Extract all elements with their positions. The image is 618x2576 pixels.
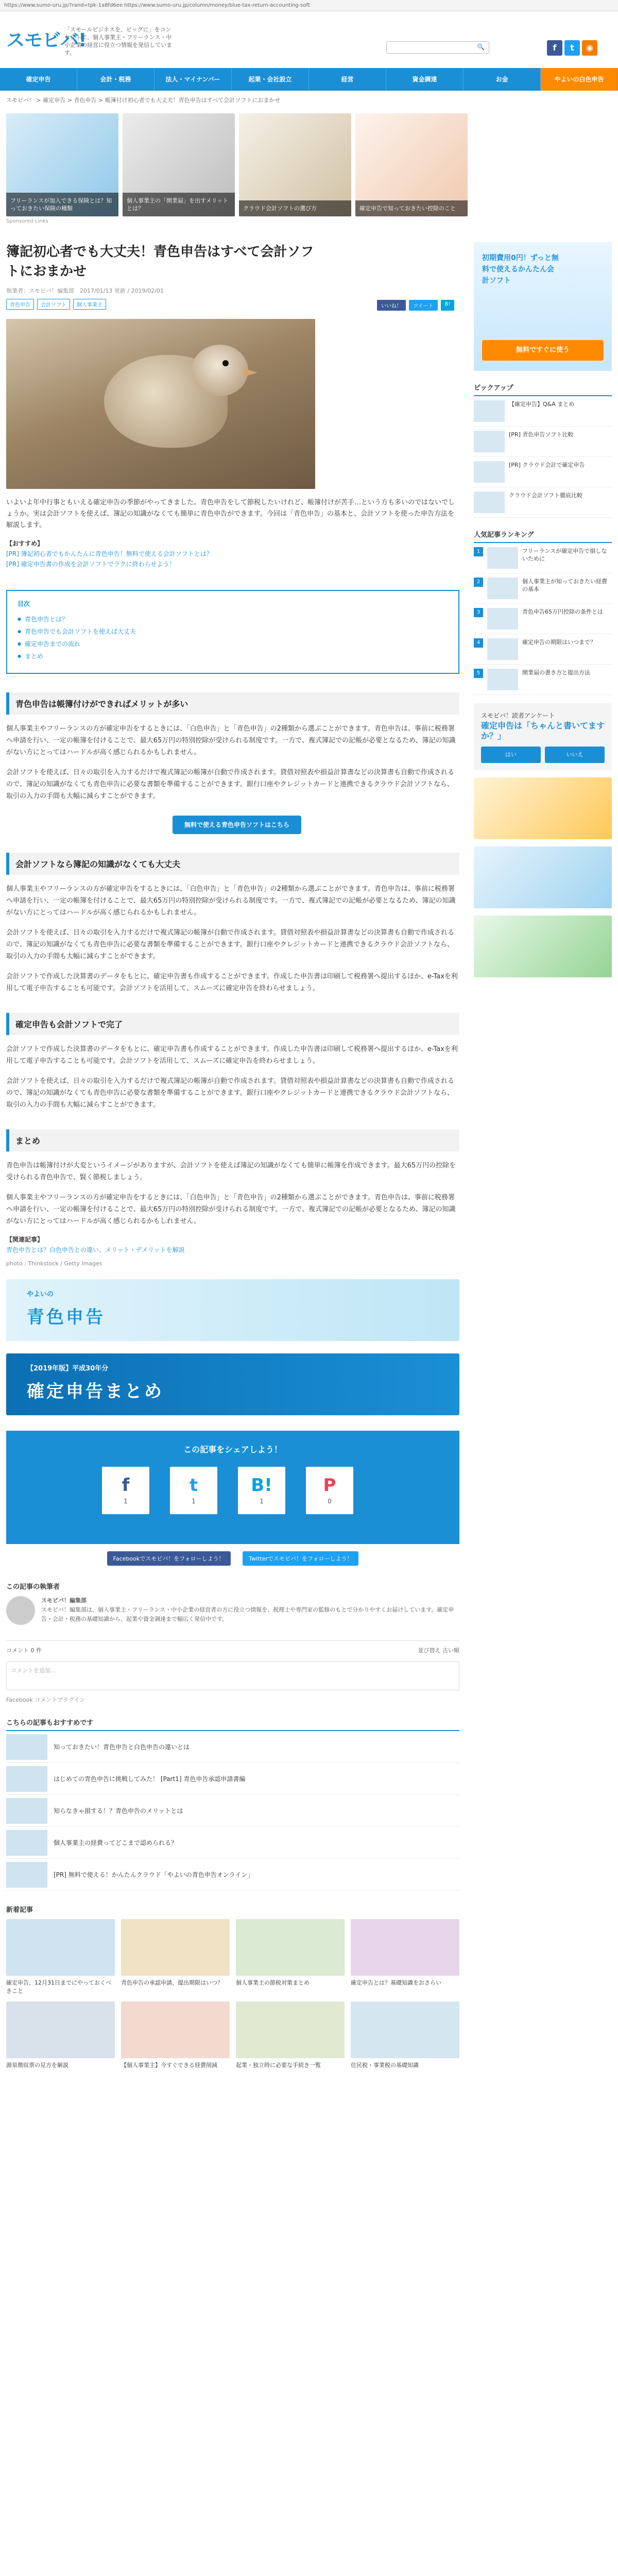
site-tagline: 「スモールビジネスを、ビッグに」をコンセプトに、個人事業主・フリーランス・中小企業の経営に役立つ情報を発信しています。 xyxy=(64,26,172,56)
card-image xyxy=(121,2002,230,2058)
related-link[interactable]: 青色申告とは？白色申告との違い、メリット・デメリットを解説 xyxy=(6,1246,185,1253)
facebook-icon[interactable]: f xyxy=(547,40,562,56)
share-count: 1 xyxy=(124,1498,128,1505)
related-title: [PR] 無料で使える！かんたんクラウド「やよいの青色申告オンライン」 xyxy=(54,1871,254,1878)
article-card[interactable] xyxy=(6,2002,115,2070)
pr-link[interactable]: [PR] 簿記初心者でもかんたんに青色申告！無料で使える会計ソフトとは？ xyxy=(6,550,213,557)
ranking-heading: 人気記事ランキング xyxy=(474,529,612,543)
photo-credit: photo : Thinkstock / Getty Images xyxy=(6,1260,102,1267)
article-card[interactable] xyxy=(351,2002,459,2070)
ranking-item[interactable] xyxy=(474,573,612,604)
tax-return-ad[interactable] xyxy=(6,1353,459,1415)
browser-url-bar[interactable]: https://www.sumo-uru.jp/?rand=tpk-1a8fd6ee https://www.sumo-uru.jp/column/money/blue-tax-return-accounting-soft xyxy=(0,0,618,11)
article-card[interactable] xyxy=(121,2002,230,2070)
writer-bio: スモビバ！編集部は、個人事業主・フリーランス・中小企業の経営者の方に役立つ情報を、税理士や専門家の監修のもとで分かりやすくお届けしています。確定申告・会計・税務の基礎知識から、起業や資金調達まで幅広く発信中です。 xyxy=(41,1606,454,1622)
related-thumbnail xyxy=(6,1862,47,1888)
comment-count: コメント 0 件 xyxy=(6,1647,42,1654)
hatena-icon: B! xyxy=(251,1475,272,1496)
promo-caption: 個人事業主の「開業届」を出すメリットとは？ xyxy=(123,193,235,216)
ad-big-text: 確定申告まとめ xyxy=(27,1381,164,1402)
related-item[interactable] xyxy=(6,1795,459,1827)
ranking-title: フリーランスが確定申告で損しないために xyxy=(522,548,607,562)
related-item[interactable] xyxy=(6,1827,459,1859)
blue-return-ad[interactable] xyxy=(6,1279,459,1341)
share-count: 1 xyxy=(260,1498,264,1505)
facebook-share-button[interactable] xyxy=(102,1467,149,1514)
related-articles xyxy=(6,1717,459,1891)
article-main xyxy=(6,242,468,2070)
card-image xyxy=(351,2002,459,2058)
ad-small-text: やよいの xyxy=(27,1291,54,1298)
article-card[interactable] xyxy=(351,1919,459,1995)
tweet-button[interactable]: ツイート xyxy=(409,300,438,311)
promo-card[interactable] xyxy=(239,113,351,216)
nav-item[interactable]: 資金調達 xyxy=(386,68,464,91)
ranking-thumbnail xyxy=(487,578,518,599)
ranking-item[interactable] xyxy=(474,634,612,665)
ranking-thumbnail xyxy=(487,638,518,660)
tag-link[interactable]: 個人事業主 xyxy=(73,299,106,310)
ranking-title: 開業届の書き方と提出方法 xyxy=(522,669,590,676)
related-item[interactable] xyxy=(6,1731,459,1763)
more-heading: 新着記事 xyxy=(6,1906,33,1914)
writer-box xyxy=(6,1581,459,1625)
pocket-share-button[interactable] xyxy=(306,1467,353,1514)
card-image xyxy=(121,1919,230,1976)
ranking-title: 個人事業主が知っておきたい経費の基本 xyxy=(522,578,607,592)
pickup-title: クラウド会計ソフト徹底比較 xyxy=(509,492,582,499)
hatena-share-button[interactable] xyxy=(238,1467,285,1514)
rank-number: 2 xyxy=(474,578,483,587)
pickup-thumbnail xyxy=(474,431,505,452)
card-image xyxy=(6,1919,115,1976)
section-heading: まとめ xyxy=(6,1129,459,1151)
pickup-item[interactable] xyxy=(474,396,612,427)
global-nav xyxy=(0,68,618,91)
pr-link[interactable]: [PR] 確定申告書の作成を会計ソフトでラクに終わらせよう！ xyxy=(6,561,176,568)
toc-title: 目次 xyxy=(18,600,30,607)
toc-item[interactable]: ● 確定申告までの流れ xyxy=(18,638,448,650)
pickup-title: 【確定申告】Q&A まとめ xyxy=(509,401,575,408)
card-image xyxy=(236,1919,345,1976)
sidebar xyxy=(474,242,612,977)
promo-caption: クラウド会計ソフトの選び方 xyxy=(239,200,351,216)
rank-number: 1 xyxy=(474,547,483,556)
pickup-item[interactable] xyxy=(474,427,612,457)
pickup-thumbnail xyxy=(474,400,505,422)
comments-section xyxy=(6,1640,459,1704)
section-body: 会計ソフトで作成した決算書のデータをもとに、確定申告書も作成することができます。作成した申告書は印刷して税務署へ提出するほか、e-Taxを利用して電子申告することも可能です。会計ソフトを活用して、スムーズに確定申告を終わらせましょう。 xyxy=(6,1045,458,1065)
rank-number: 3 xyxy=(474,608,483,617)
section-body: 会計ソフトを使えば、日々の取引を入力するだけで複式簿記の帳簿が自動で作成されます。貸借対照表や損益計算書などの決算書も自動で作成されるので、簿記の知識がなくても青色申告に必要な書類を準備することができます。銀行口座やクレジットカードと連携できるクラウド会計ソフトなら、取引の入力の手間も大幅に減らすことができます。 xyxy=(6,929,454,960)
related-title: 個人事業主の経費ってどこまで認められる？ xyxy=(54,1839,178,1846)
section-body: 会計ソフトを使えば、日々の取引を入力するだけで複式簿記の帳簿が自動で作成されます。貸借対照表や損益計算書などの決算書も自動で作成されるので、簿記の知識がなくても青色申告に必要な書類を準備することができます。銀行口座やクレジットカードと連携できるクラウド会計ソフトなら、取引の入力の手間も大幅に減らすことができます。 xyxy=(6,1077,454,1109)
sidebar-ad[interactable] xyxy=(474,242,612,371)
article-lead: いよいよ年中行事ともいえる確定申告の季節がやってきました。青色申告をして節税したいけれど、帳簿付けが苦手…という方も多いのではないでしょうか。実は会計ソフトを使えば、簿記の知識がなくても簡単に青色申告ができます。今回は「青色申告」の基本と、会計ソフトを使った申告方法を解説します。 xyxy=(6,499,455,529)
pickup-item[interactable] xyxy=(474,457,612,487)
avatar xyxy=(6,1596,35,1625)
related-thumbnail xyxy=(6,1734,47,1760)
related-title: はじめての青色申告に挑戦してみた！ [Part1] 青色申告承認申請書編 xyxy=(54,1775,246,1783)
survey-box xyxy=(474,703,612,770)
sponsored-label: Sponsored Links xyxy=(6,218,48,224)
sidebar-banner[interactable] xyxy=(474,777,612,839)
site-logo[interactable]: スモビバ! xyxy=(6,30,87,51)
pickup-thumbnail xyxy=(474,461,505,483)
article-card[interactable] xyxy=(6,1919,115,1995)
bird-eye xyxy=(222,360,229,366)
ranking-item[interactable] xyxy=(474,543,612,573)
promo-card[interactable] xyxy=(6,113,118,216)
section-body: 会計ソフトを使えば、日々の取引を入力するだけで複式簿記の帳簿が自動で作成されます。貸借対照表や損益計算書などの決算書も自動で作成されるので、簿記の知識がなくても青色申告に必要な書類を準備することができます。銀行口座やクレジットカードと連携できるクラウド会計ソフトなら、取引の入力の手間も大幅に減らすことができます。 xyxy=(6,769,454,800)
article-card[interactable] xyxy=(236,1919,345,1995)
cta-button[interactable]: 無料で使える青色申告ソフトはこちら xyxy=(173,816,301,834)
sidebar-ad-button[interactable]: 無料ですぐに使う xyxy=(482,340,604,361)
related-item[interactable] xyxy=(6,1859,459,1891)
article-card[interactable] xyxy=(121,1919,230,1995)
nav-item[interactable]: 確定申告 xyxy=(0,68,77,91)
nav-item[interactable]: 会計・税務 xyxy=(77,68,154,91)
follow-buttons xyxy=(6,1551,459,1566)
twitter-share-button[interactable] xyxy=(170,1467,217,1514)
more-articles xyxy=(6,1904,459,2070)
sidebar-banner[interactable] xyxy=(474,916,612,977)
related-thumbnail xyxy=(6,1798,47,1824)
card-title: 住民税・事業税の基礎知識 xyxy=(351,2062,419,2069)
pickup-heading: ピックアップ xyxy=(474,382,612,396)
writer-name[interactable]: スモビバ！編集部 xyxy=(41,1597,87,1604)
related-heading: こちらの記事もおすすめです xyxy=(6,1717,459,1731)
share-count: 1 xyxy=(192,1498,196,1505)
pickup-title: [PR] クラウド会計で確定申告 xyxy=(509,462,585,468)
pr-label: 【おすすめ】 xyxy=(6,540,44,547)
comment-input[interactable]: コメントを追加... xyxy=(6,1662,459,1690)
facebook-icon: f xyxy=(122,1475,130,1496)
share-title: この記事をシェアしよう！ xyxy=(183,1445,282,1454)
hero-image xyxy=(6,319,315,489)
twitter-follow-button[interactable]: Twitterでスモビバ！をフォローしよう！ xyxy=(243,1551,358,1566)
article-card[interactable] xyxy=(236,2002,345,2070)
pr-links xyxy=(6,538,468,569)
nav-item[interactable]: お金 xyxy=(464,68,541,91)
card-title: 源泉徴収票の見方を解説 xyxy=(6,2062,68,2069)
ranking-title: 確定申告の期限はいつまで？ xyxy=(522,639,596,646)
related-thumbnail xyxy=(6,1766,47,1792)
article-title: 簿記初心者でも大丈夫！青色申告はすべて会計ソフトにおまかせ xyxy=(6,244,314,279)
toc-item[interactable]: ● 青色申告でも会計ソフトを使えば大丈夫 xyxy=(18,625,448,638)
section-body: 青色申告は帳簿付けが大変というイメージがありますが、会計ソフトを使えば簿記の知識がなくても簡単に帳簿を作成できます。最大65万円の控除を受けられる青色申告で、賢く節税しましょう。 xyxy=(6,1162,456,1181)
nav-item[interactable]: 経営 xyxy=(309,68,386,91)
ranking-item[interactable] xyxy=(474,665,612,695)
promo-card[interactable] xyxy=(123,113,235,216)
nav-item[interactable]: 法人・マイナンバー xyxy=(154,68,232,91)
twitter-icon: t xyxy=(189,1475,198,1496)
rank-number: 4 xyxy=(474,638,483,648)
section-heading: 会計ソフトなら簿記の知識がなくても大丈夫 xyxy=(6,853,459,875)
related-title: 知らなきゃ損する！？青色申告のメリットとは xyxy=(54,1807,183,1815)
related-thumbnail xyxy=(6,1830,47,1856)
toc-item[interactable]: ● まとめ xyxy=(18,650,448,663)
promo-caption: フリーランスが加入できる保険とは？知っておきたい保険の種類 xyxy=(6,193,118,216)
section-heading: 確定申告も会計ソフトで完了 xyxy=(6,1013,459,1035)
ad-big-text: 青色申告 xyxy=(27,1307,105,1328)
writer-heading: この記事の執筆者 xyxy=(6,1583,60,1591)
card-image xyxy=(351,1919,459,1976)
ranking-thumbnail xyxy=(487,608,518,630)
ranking-thumbnail xyxy=(487,547,518,569)
share-mini-buttons xyxy=(377,300,454,311)
card-title: 【個人事業主】今すぐできる経費削減 xyxy=(121,2062,217,2069)
related-label: 【関連記事】 xyxy=(6,1236,44,1243)
related-title: 知っておきたい！青色申告と白色申告の違いとは xyxy=(54,1743,190,1751)
tag-link[interactable]: 会計ソフト xyxy=(37,299,70,310)
pickup-thumbnail xyxy=(474,492,505,513)
pocket-icon: P xyxy=(323,1475,336,1496)
breadcrumb[interactable]: スモビバ！ > 確定申告 > 青色申告 > 帳簿付け初心者でも大丈夫！青色申告はすべて会計ソフトにおまかせ xyxy=(6,97,281,104)
related-links xyxy=(6,1234,468,1255)
ranking-item[interactable] xyxy=(474,604,612,634)
survey-no-button[interactable]: いいえ xyxy=(545,747,605,763)
rank-number: 5 xyxy=(474,669,483,678)
survey-yes-button[interactable]: はい xyxy=(481,747,541,763)
section-body: 会計ソフトで作成した決算書のデータをもとに、確定申告書も作成することができます。作成した申告書は印刷して税務署へ提出するほか、e-Taxを利用して電子申告することも可能です。会計ソフトを活用して、スムーズに確定申告を終わらせましょう。 xyxy=(6,973,458,992)
ranking-thumbnail xyxy=(487,669,518,690)
ad-small-text: 【2019年版】平成30年分 xyxy=(27,1365,109,1372)
facebook-follow-button[interactable]: Facebookでスモビバ！をフォローしよう！ xyxy=(107,1551,231,1566)
article-meta: 執筆者：スモビバ！編集部 2017/01/13 更新 / 2019/02/01 xyxy=(6,287,164,294)
card-title: 青色申告の承認申請、提出期限はいつ？ xyxy=(121,1979,223,1986)
related-item[interactable] xyxy=(6,1763,459,1795)
share-box xyxy=(6,1431,459,1544)
promo-caption: 確定申告で知っておきたい控除のこと xyxy=(355,200,468,216)
ranking-title: 青色申告65万円控除の条件とは xyxy=(522,608,603,615)
promo-row xyxy=(6,113,468,216)
tag-link[interactable]: 青色申告 xyxy=(6,299,34,310)
twitter-icon[interactable]: t xyxy=(564,40,580,56)
promo-card[interactable] xyxy=(355,113,468,216)
site-header xyxy=(0,11,618,68)
card-title: 起業・独立時に必要な手続き一覧 xyxy=(236,2062,321,2069)
section-body: 個人事業主やフリーランスの方が確定申告をするときには、「白色申告」と「青色申告」の2種類から選ぶことができます。青色申告は、事前に税務署へ申請を行い、一定の帳簿を付けることで、最大65万円の特別控除が受けられる制度です。一方で、複式簿記での記帳が必要となるため、簿記の知識がない方にとってはハードルが高く感じられるかもしれません。 xyxy=(6,1194,456,1225)
section-body: 個人事業主やフリーランスの方が確定申告をするときには、「白色申告」と「青色申告」の2種類から選ぶことができます。青色申告は、事前に税務署へ申請を行い、一定の帳簿を付けることで、最大65万円の特別控除が受けられる制度です。一方で、複式簿記での記帳が必要となるため、簿記の知識がない方にとってはハードルが高く感じられるかもしれません。 xyxy=(6,885,456,917)
comment-sort-select[interactable]: 並び替え 古い順 xyxy=(418,1647,459,1654)
sidebar-banner[interactable] xyxy=(474,846,612,908)
bird-head xyxy=(192,345,248,396)
survey-question: 確定申告は「ちゃんと書いてますか？」 xyxy=(481,721,605,741)
card-image xyxy=(236,2002,345,2058)
card-image xyxy=(6,2002,115,2058)
section-body: 個人事業主やフリーランスの方が確定申告をするときには、「白色申告」と「青色申告」の2種類から選ぶことができます。青色申告は、事前に税務署へ申請を行い、一定の帳簿を付けることで、最大65万円の特別控除が受けられる制度です。一方で、複式簿記での記帳が必要となるため、簿記の知識がない方にとってはハードルが高く感じられるかもしれません。 xyxy=(6,725,456,756)
section-heading: 青色申告は帳簿付けができればメリットが多い xyxy=(6,692,459,715)
search-icon[interactable]: 🔍 xyxy=(477,43,485,50)
rss-icon[interactable]: ◉ xyxy=(582,40,597,56)
card-title: 個人事業主の節税対策まとめ xyxy=(236,1979,310,1986)
sidebar-ad-title: 初期費用0円！ずっと無料で使えるかんたん会計ソフト xyxy=(482,254,559,285)
pickup-title: [PR] 青色申告ソフト比較 xyxy=(509,431,574,438)
fb-like-button[interactable]: いいね！ xyxy=(377,300,406,311)
card-title: 確定申告、12月31日までにやっておくべきこと xyxy=(6,1979,111,1994)
nav-item[interactable]: 起業・会社設立 xyxy=(232,68,309,91)
share-count: 0 xyxy=(328,1498,332,1505)
hatena-button[interactable]: B! xyxy=(441,300,455,311)
search-input[interactable] xyxy=(386,41,489,54)
nav-item-highlight[interactable]: やよいの白色申告 xyxy=(541,68,618,91)
table-of-contents xyxy=(6,590,459,674)
survey-title: スモビバ！読者アンケート xyxy=(481,712,555,719)
comment-plugin-label: Facebook コメントプラグイン xyxy=(6,1697,85,1703)
toc-item[interactable]: ● 青色申告とは？ xyxy=(18,613,448,625)
card-title: 確定申告とは？基礎知識をおさらい xyxy=(351,1979,441,1986)
bird-beak xyxy=(244,368,258,377)
pickup-item[interactable] xyxy=(474,487,612,518)
